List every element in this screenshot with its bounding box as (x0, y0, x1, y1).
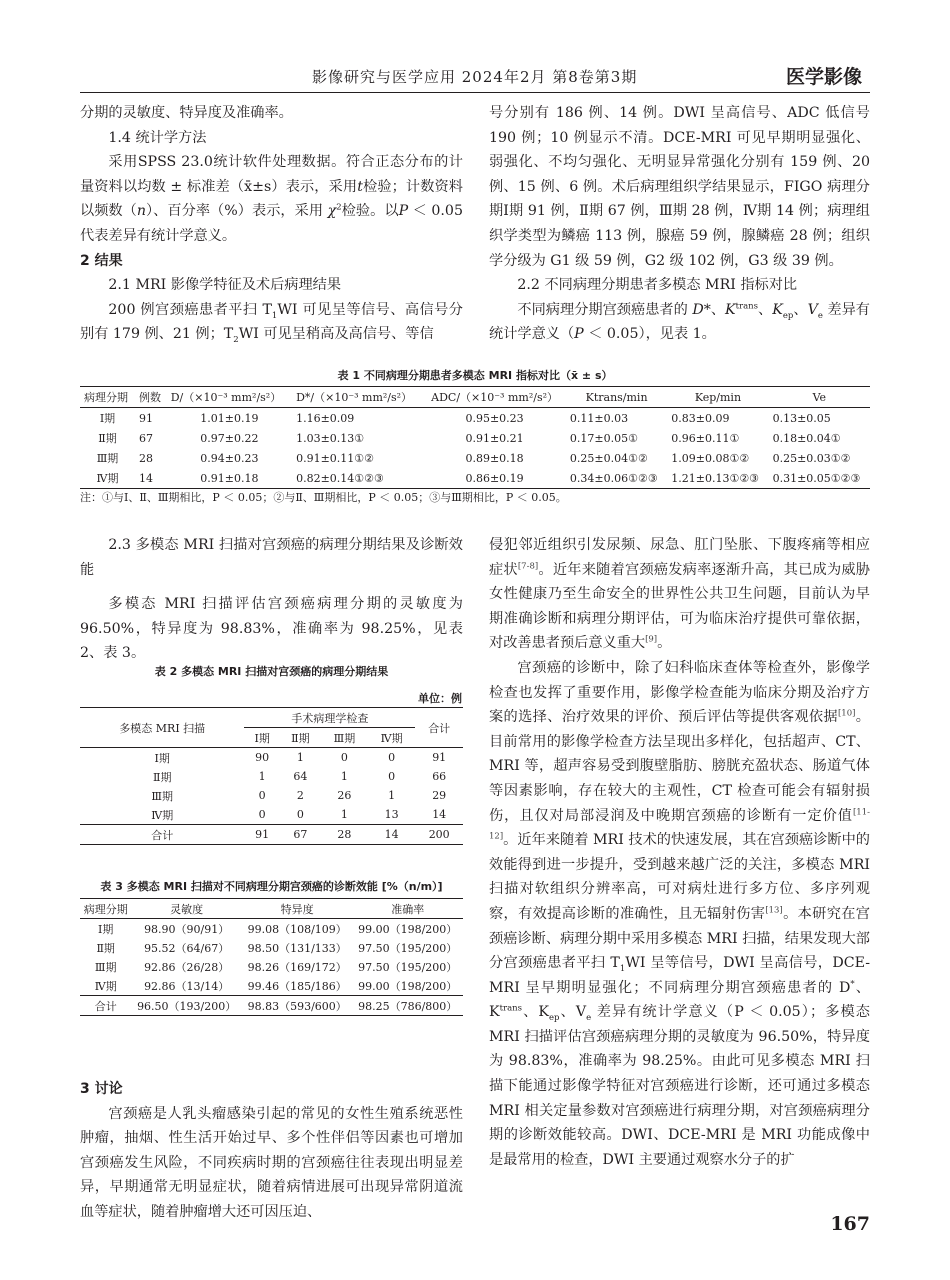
right-column-bottom (489, 533, 870, 1172)
table-3-title: 表 3 多模态 MRI 扫描对不同病理分期宫颈癌的诊断效能 [%（n/m）] (100, 880, 443, 893)
table-header: ADC/（×10⁻³ mm²/s²） (423, 387, 566, 408)
left-column-bottom (80, 533, 463, 666)
table-2-unit: 单位：例 (418, 692, 462, 705)
table-header: D/（×10⁻³ mm²/s²） (167, 387, 292, 408)
discussion-section (80, 1077, 463, 1225)
heading-3-discussion: 3 讨论 (80, 1081, 123, 1097)
heading-2-3: 2.3 多模态 MRI 扫描对宫颈癌的病理分期结果及诊断效能 (80, 537, 463, 578)
right-column-top (489, 101, 870, 347)
table-header: 灵敏度 (131, 899, 242, 919)
paragraph-mri-results: 200 例宫颈癌患者平扫 $T_1WI$ 可见呈等信号、高信号分别有 179 例、21 例；$T_2WI$ 可见呈稍高及高信号、等信 (80, 301, 463, 346)
running-header (80, 62, 870, 88)
section-label: 医学影像 (785, 66, 862, 88)
table-row: Ⅱ期 67 0.97±0.22 1.03±0.13① 0.91±0.21 0.17±0.05① 0.96±0.11① 0.18±0.04① (98, 431, 841, 445)
paragraph-continued: 分期的灵敏度、特异度及准确率。 (80, 105, 293, 121)
table-header: Ve (769, 387, 870, 408)
table-header: Ⅰ期 (244, 728, 279, 748)
table-header: Kep/min (667, 387, 768, 408)
table-row: Ⅱ期 95.52（64/67） 98.50（131/133） 97.50（195/200） (96, 941, 458, 955)
citation: [9] (645, 634, 658, 645)
paragraph-statistics: 采用SPSS 23.0统计软件处理数据。符合正态分布的计量资料以均数 ± 标准差（x̄±s）表示，采用t检验；计数资料以频数（n）、百分率（%）表示，采用 $\chi^2$检验。以P ＜ 0.05 代表差异有统计学意义。 (80, 154, 463, 244)
table-header: Ⅲ期 (321, 728, 368, 748)
table-row: Ⅲ期 92.86（26/28） 98.26（169/172） 97.50（195/200） (94, 960, 458, 974)
table-header: Ktrans/min (566, 387, 667, 408)
left-column-top (80, 101, 463, 347)
table-2-title: 表 2 多模态 MRI 扫描对宫颈癌的病理分期结果 (154, 665, 389, 678)
table-row: Ⅰ期 98.90（90/91） 99.08（108/109） 99.00（198/200） (98, 922, 458, 936)
table-header: Ⅳ期 (368, 728, 416, 748)
table-total-row: 合计 91 67 28 14 200 (80, 825, 463, 845)
table-1-title: 表 1 不同病理分期患者多模态 MRI 指标对比（x̄ ± s） (337, 369, 613, 382)
header-rule (80, 92, 870, 93)
page-number: 167 (830, 1213, 870, 1235)
table-1 (80, 386, 870, 489)
paragraph-discussion-1: 宫颈癌是人乳头瘤感染引起的常见的女性生殖系统恶性肿瘤，抽烟、性生活开始过早、多个性伴侣等因素也可增加宫颈癌发生风险，不同疾病时期的宫颈癌往往表现出明显差异，早期通常无明显症状，随着病情进展可出现异常阴道流血等症状，随着肿瘤增大还可因压迫、 (80, 1105, 463, 1220)
paragraph-discussion-2: 宫颈癌的诊断中，除了妇科临床查体等检查外，影像学检查也发挥了重要作用，影像学检查能为临床分期及治疗方案的选择、治疗效果的评价、预后评估等提供客观依据[10]。目前常用的影像学检查方法呈现出多样化，包括超声、CT、MRI 等，超声容易受到腹壁脂肪、膀胱充盈状态、肠道气体等因素影响，存在较大的主观性，CT 检查可能会有辐射损伤，且仅对局部浸润及中晚期宫颈癌的诊断有一定价值[11-12]。近年来随着 MRI 技术的快速发展，其在宫颈癌诊断中的效能得到进一步提升，受到越来越广泛的关注，多模态 MRI 扫描对软组织分辨率高，可对病灶进行多方位、多序列观察，有效提高诊断的准确性，且无辐射伤害[13]。本研究在宫颈癌诊断、病理分期中采用多模态 MRI 扫描，结果发现大部分宫颈癌患者平扫 $T_1WI$ 呈等信号，DWI 呈高信号，DCE-MRI 呈早期明显强化；不同病理分期宫颈癌患者的 D*、$K^{trans}$、$K_{ep}$、$V_e$ 差异有统计学意义（P ＜ 0.05）；多模态 MRI 扫描评估宫颈癌病理分期的灵敏度为 96.50%，特异度为 98.83%，准确率为 98.25%。由此可见多模态 MRI 扫描下能通过影像学特征对宫颈癌进行诊断，还可通过多模态 MRI 相关定量参数对宫颈癌进行病理分期，对宫颈癌病理分期的诊断效能较高。DWI、DCE-MRI 是 MRI 功能成像中是最常用的检查，DWI 主要通过观察水分子的扩 (489, 659, 870, 1168)
table-row: Ⅰ期 90 1 0 0 91 (154, 751, 447, 765)
heading-1-4: 1.4 统计学方法 (108, 129, 207, 146)
table-3 (80, 898, 463, 1016)
table-1-note: 注：①与Ⅰ、Ⅱ、Ⅲ期相比，P ＜ 0.05；②与Ⅱ、Ⅲ期相比，P ＜ 0.05；③与Ⅲ期相比，P ＜ 0.05。 (80, 491, 567, 504)
citation: [11-12] (489, 806, 870, 842)
paragraph-efficacy: 多模态 MRI 扫描评估宫颈癌病理分期的灵敏度为 96.50%，特异度为 98.83%，准确率为 98.25%，见表 2、表 3。 (80, 596, 463, 662)
heading-2-1: 2.1 MRI 影像学特征及术后病理结果 (108, 277, 342, 294)
table-header: D*/（×10⁻³ mm²/s²） (292, 387, 423, 408)
table-row: Ⅳ期 0 0 1 13 14 (151, 808, 447, 822)
table-header: Ⅱ期 (280, 728, 321, 748)
table-2 (80, 707, 463, 845)
paragraph-results-continued: 号分别有 186 例、14 例。DWI 呈高信号、ADC 低信号 190 例；10 例显示不清。DCE-MRI 可见早期明显强化、弱强化、不均匀强化、无明显异常强化分别有 159 例、20 例、15 例、6 例。术后病理组织学结果显示，FIGO 病理分期Ⅰ期 91 例，Ⅱ期 67 例，Ⅲ期 28 例，Ⅳ期 14 例；病理组织学类型为鳞癌 113 例，腺癌 59 例，腺鳞癌 28 例；组织学分级为 G1 级 59 例，G2 级 102 例，G3 级 39 例。 (489, 105, 870, 269)
table-row: Ⅰ期 91 1.01±0.19 1.16±0.09 0.95±0.23 0.11±0.03 0.83±0.09 0.13±0.05 (99, 411, 831, 425)
journal-info: 影像研究与医学应用 2024年2月 第8卷第3期 (312, 68, 638, 86)
table-header: 准确率 (352, 899, 463, 919)
table-row: Ⅲ期 0 2 26 1 29 (151, 789, 447, 803)
paragraph-discussion-1-continued: 侵犯邻近组织引发尿频、尿急、肛门坠胀、下腹疼痛等相应症状[7-8]。近年来随着宫颈癌发病率逐渐升高，其已成为威胁女性健康乃至生命安全的世界性公共卫生问题，目前认为早期准确诊断和病理分期评估，可为临床治疗提供可靠依据，对改善患者预后意义重大[9]。 (489, 537, 870, 652)
table-header: 病理分期 (80, 899, 131, 919)
heading-2-2: 2.2 不同病理分期患者多模态 MRI 指标对比 (517, 277, 798, 294)
table-row: Ⅳ期 92.86（13/14） 99.46（185/186） 99.00（198/200） (94, 979, 458, 993)
table-header: 例数 (135, 387, 167, 408)
table-header: 病理分期 (80, 387, 135, 408)
table-header: 多模态 MRI 扫描 (80, 708, 244, 748)
heading-2-results: 2 结果 (80, 252, 123, 269)
table-row: Ⅳ期 14 0.91±0.18 0.82±0.14①②③ 0.86±0.19 0.34±0.06①②③ 1.21±0.13①②③ 0.31±0.05①②③ (80, 468, 870, 489)
citation: [7-8] (517, 560, 539, 571)
table-row: Ⅲ期 28 0.94±0.23 0.91±0.11①② 0.89±0.18 0.25±0.04①② 1.09±0.08①② 0.25±0.03①② (96, 451, 851, 465)
citation: [13] (765, 905, 783, 916)
table-header: 手术病理学检查 (244, 708, 415, 728)
table-total-row: 合计 96.50（193/200） 98.83（593/600） 98.25（786/800） (80, 996, 463, 1016)
table-row: Ⅱ期 1 64 1 0 66 (152, 770, 447, 784)
citation: [10] (837, 708, 856, 719)
paragraph-comparison: 不同病理分期宫颈癌患者的 D*、$K^{trans}$、$K_{ep}$、$V_e$ 差异有统计学意义（P ＜ 0.05），见表 1。 (489, 301, 870, 343)
table-header: 合计 (415, 708, 463, 748)
table-header: 特异度 (242, 899, 353, 919)
